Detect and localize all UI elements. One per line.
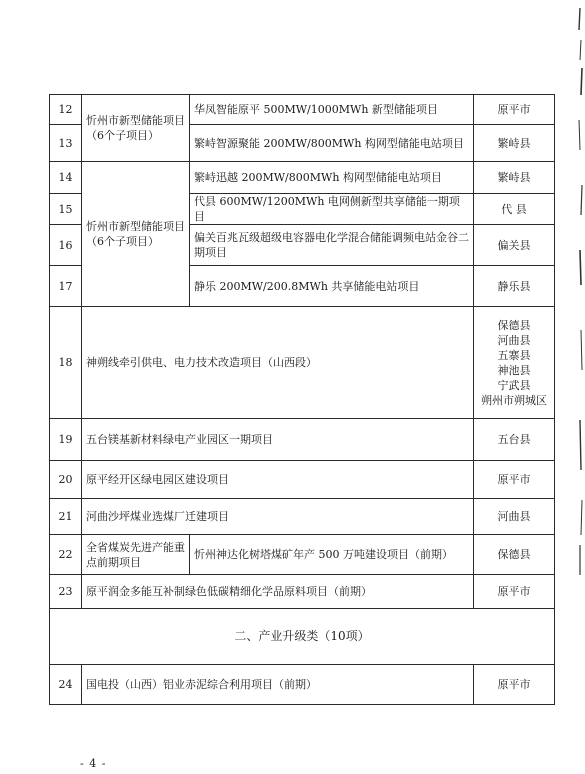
row-number: 14: [50, 162, 82, 194]
table-row: [50, 95, 555, 125]
location-cell: 保德县 河曲县 五寨县 神池县 宁武县 朔州市朔城区: [474, 307, 555, 419]
project-name: 偏关百兆瓦级超级电容器电化学混合储能调频电站金谷二期项目: [190, 225, 474, 266]
table-row: [50, 162, 555, 194]
project-name: 代县 600MW/1200MWh 电网侧新型共享储能一期项目: [190, 194, 474, 225]
project-name: 原平润金多能互补制绿色低碳精细化学品原料项目（前期）: [82, 575, 474, 609]
project-name: 神朔线牵引供电、电力技术改造项目（山西段）: [82, 307, 474, 419]
project-name: 国电投（山西）铝业赤泥综合利用项目（前期）: [82, 665, 474, 705]
project-name: 忻州神达化树塔煤矿年产 500 万吨建设项目（前期）: [190, 535, 474, 575]
location-cell: 五台县: [474, 419, 555, 461]
table-row: [50, 535, 555, 575]
table-row: [50, 499, 555, 535]
project-name: 五台镁基新材料绿电产业园区一期项目: [82, 419, 474, 461]
project-name: 原平经开区绿电园区建设项目: [82, 461, 474, 499]
row-number: 22: [50, 535, 82, 575]
location-cell: 偏关县: [474, 225, 555, 266]
location-cell: 繁峙县: [474, 162, 555, 194]
table-row: [50, 575, 555, 609]
location-cell: 代 县: [474, 194, 555, 225]
group-cell: 全省煤炭先进产能重点前期项目: [82, 535, 190, 575]
project-name: 繁峙智源聚能 200MW/800MWh 构网型储能电站项目: [190, 125, 474, 162]
scan-edge-marks: [570, 0, 585, 774]
group-cell: 忻州市新型储能项目（6个子项目）: [82, 162, 190, 307]
row-number: 16: [50, 225, 82, 266]
location-cell: 繁峙县: [474, 125, 555, 162]
row-number: 24: [50, 665, 82, 705]
row-number: 20: [50, 461, 82, 499]
row-number: 23: [50, 575, 82, 609]
table-row: [50, 307, 555, 419]
project-table: [49, 94, 555, 705]
table-row: [50, 665, 555, 705]
row-number: 13: [50, 125, 82, 162]
row-number: 15: [50, 194, 82, 225]
row-number: 12: [50, 95, 82, 125]
section-row: [50, 609, 555, 665]
location-cell: 静乐县: [474, 266, 555, 307]
location-cell: 原平市: [474, 665, 555, 705]
page-number: - 4 -: [80, 757, 107, 770]
row-number: 17: [50, 266, 82, 307]
project-name: 河曲沙坪煤业选煤厂迁建项目: [82, 499, 474, 535]
group-cell: 忻州市新型储能项目（6个子项目）: [82, 95, 190, 162]
row-number: 18: [50, 307, 82, 419]
project-name: 华凤智能原平 500MW/1000MWh 新型储能项目: [190, 95, 474, 125]
location-cell: 原平市: [474, 575, 555, 609]
row-number: 19: [50, 419, 82, 461]
table-row: [50, 419, 555, 461]
location-cell: 河曲县: [474, 499, 555, 535]
project-name: 繁峙迅越 200MW/800MWh 构网型储能电站项目: [190, 162, 474, 194]
project-name: 静乐 200MW/200.8MWh 共享储能电站项目: [190, 266, 474, 307]
location-cell: 原平市: [474, 95, 555, 125]
location-cell: 原平市: [474, 461, 555, 499]
table-row: [50, 461, 555, 499]
section-heading: 二、产业升级类（10项）: [50, 609, 555, 665]
location-cell: 保德县: [474, 535, 555, 575]
row-number: 21: [50, 499, 82, 535]
